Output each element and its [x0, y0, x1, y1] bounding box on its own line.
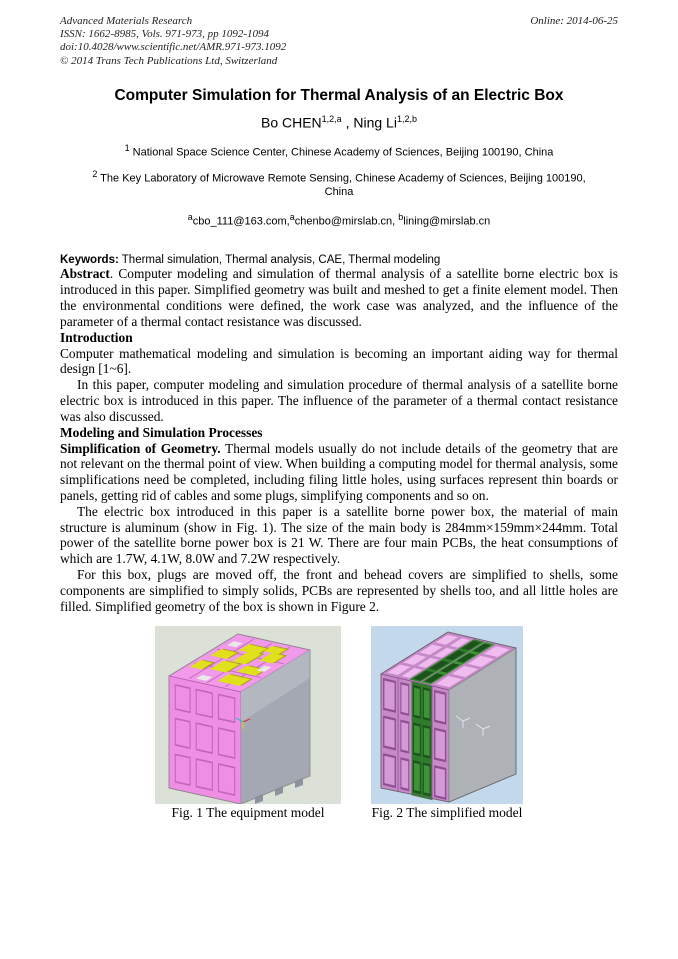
paper-title: Computer Simulation for Thermal Analysis of an Electric Box	[114, 86, 564, 104]
modeling-heading: Modeling and Simulation Processes	[60, 424, 263, 440]
journal-name: Advanced Materials Research	[60, 15, 193, 27]
modeling-paragraph-3: For this box, plugs are moved off, the front and behead covers are simplified to shells, some components are simplified to simply solids, PCBs are represented by shells too, and all little holes are filled. Simplified geometry of the box is shown in Figure 2.	[60, 566, 618, 614]
affiliation-1-superscript: 1	[124, 143, 130, 154]
email-2-superscript: a	[289, 211, 295, 222]
figure-2	[371, 626, 523, 820]
affiliation-2-superscript: 2	[92, 169, 98, 180]
authors-line	[60, 114, 618, 131]
keywords-text: Thermal simulation, Thermal analysis, CAE, Thermal modeling	[118, 254, 441, 267]
author-2-superscript: 1,2,b	[396, 113, 417, 124]
author-1-superscript: 1,2,a	[321, 113, 342, 124]
email-3: lining@mirslab.cn	[403, 215, 491, 228]
email-2: chenbo@mirslab.cn,	[294, 215, 399, 228]
figure1-image	[155, 626, 341, 804]
simplification-paragraph	[60, 441, 618, 504]
figure-2-caption: Fig. 2 The simplified model	[371, 805, 523, 821]
online-date: Online: 2014-06-25	[530, 15, 618, 27]
introduction-heading: Introduction	[60, 329, 133, 345]
figure-1	[155, 626, 341, 820]
modeling-paragraph-2: The electric box introduced in this paper is a satellite borne power box, the material of main structure is aluminum (show in Fig. 1). The size of the main body is 284mm×159mm×244mm. Total power of the satellite borne power box is 21 W. There are four main PCBs, the heat consumptions of which are 1.7W, 4.1W, 8.0W and 7.2W respectively.	[60, 503, 618, 567]
abstract-text: . Computer modeling and simulation of thermal analysis of a satellite borne electric box is introduced in this paper. Simplified geometry was built and meshed to get a finite element model. Then the environmental conditions were defined, the work case was analyzed, and the influence of the parameter of a thermal contact resistance was discussed.	[60, 266, 618, 329]
fig1-front-panels	[175, 684, 235, 796]
introduction-paragraph-1: Computer mathematical modeling and simulation is becoming an important aiding way for thermal design [1~6].	[60, 345, 618, 377]
journal-header	[60, 15, 618, 68]
simplification-label: Simplification of Geometry.	[60, 440, 221, 456]
doi-line: doi:10.4028/www.scientific.net/AMR.971-973.1092	[60, 41, 287, 54]
affiliation-1	[60, 142, 618, 160]
keywords-line	[60, 254, 618, 266]
authors-separator: ,	[341, 114, 354, 131]
figure-1-caption: Fig. 1 The equipment model	[171, 805, 325, 821]
copyright-line: © 2014 Trans Tech Publications Ltd, Switzerland	[60, 54, 278, 67]
email-1: cbo_111@163.com,	[192, 215, 290, 228]
affiliation-2	[83, 168, 595, 199]
figure2-image	[371, 626, 523, 804]
author-2-name: Ning Li	[353, 114, 397, 131]
figures-row	[60, 626, 618, 820]
introduction-paragraph-2: In this paper, computer modeling and simulation procedure of thermal analysis of a satellite borne electric box is introduced in this paper. The influence of the parameter of a thermal contact resistance was also discussed.	[60, 377, 618, 424]
keywords-label: Keywords:	[60, 254, 119, 267]
affiliation-1-text: National Space Science Center, Chinese Academy of Sciences, Beijing 100190, China	[129, 147, 554, 160]
fig2-front-details	[383, 675, 446, 804]
author-1-name: Bo CHEN	[260, 114, 322, 131]
affiliation-2-text: The Key Laboratory of Microwave Remote Sensing, Chinese Academy of Sciences, Beijing 100190, China	[97, 172, 586, 198]
author-emails	[60, 212, 618, 228]
abstract-paragraph	[60, 266, 618, 329]
email-1-superscript: a	[187, 211, 193, 222]
journal-info-block	[60, 15, 286, 68]
simplification-text: Thermal models usually do not include details of the geometry that are not relevant on the thermal point of view. When building a computing model for thermal analysis, some simplifications need be completed, including filing little holes, using surfaces represent thin boards or panels, getting rid of cables and some plugs, simplifying components and so on.	[60, 440, 618, 503]
abstract-label: Abstract	[60, 266, 110, 282]
email-3-superscript: b	[398, 211, 404, 222]
issn-line: ISSN: 1662-8985, Vols. 971-973, pp 1092-1094	[60, 28, 269, 41]
